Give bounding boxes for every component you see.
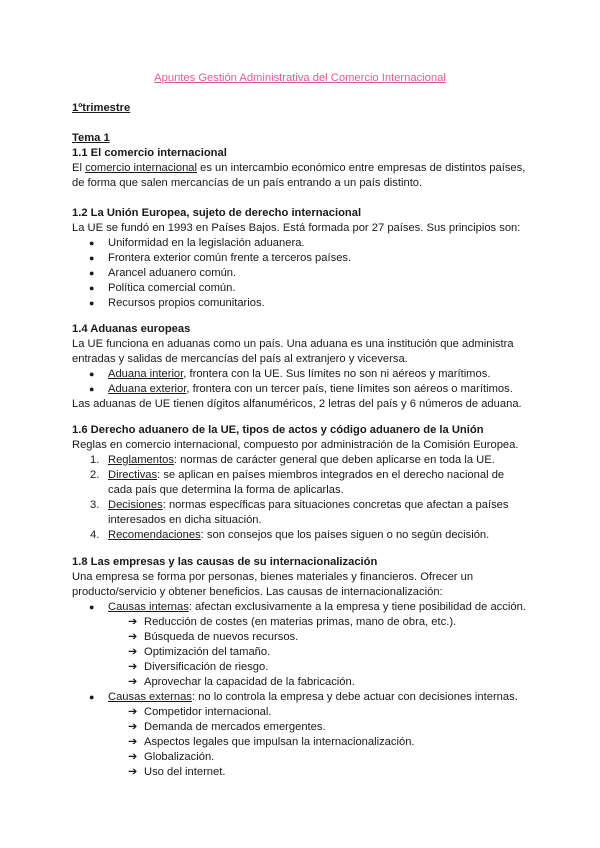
section-1-4-outro: Las aduanas de UE tienen dígitos alfanuméricos, 2 letras del país y 6 números de aduana. bbox=[72, 398, 522, 410]
list-item: ● Aduana exterior, frontera con un tercer país, tiene límites son aéreos o marítimos. bbox=[72, 382, 532, 397]
section-1-4-intro-2: entradas y salidas de mercancías del país al extranjero y viceversa. bbox=[72, 353, 408, 365]
causas-internas-list bbox=[72, 615, 532, 690]
list-item: ➔ Optimización del tamaño. bbox=[128, 646, 271, 658]
section-1-2-intro: La UE se fundó en 1993 en Países Bajos. Está formada por 27 países. Sus principios son: bbox=[72, 222, 521, 234]
section-1-8-intro-1: Una empresa se forma por personas, bienes materiales y financieros. Ofrecer un bbox=[72, 571, 474, 583]
list-item: ● Política comercial común. bbox=[72, 281, 532, 296]
causas-externas-list bbox=[72, 705, 532, 780]
list-item-causas-externas: ● Causas externas: no lo controla la empresa y debe actuar con decisiones internas. bbox=[72, 690, 532, 705]
list-item: ➔ Búsqueda de nuevos recursos. bbox=[128, 631, 299, 643]
aduanas-list bbox=[72, 367, 532, 397]
causas-list bbox=[72, 600, 532, 615]
list-item: 2. Directivas: se aplican en países miembros integrados en el derecho nacional de cada país que determina la forma de aplicarlas. bbox=[90, 469, 505, 496]
arrow-icon: ➔ bbox=[128, 616, 138, 628]
list-item: 4. Recomendaciones: son consejos que los países siguen o no según decisión. bbox=[90, 529, 490, 541]
list-item: ➔ Reducción de costes (en materias primas, mano de obra, etc.). bbox=[128, 616, 457, 628]
section-1-6-intro: Reglas en comercio internacional, compuesto por administración de la Comisión Europea. bbox=[72, 439, 519, 451]
list-item: ➔ Diversificación de riesgo. bbox=[128, 661, 269, 673]
section-1-6 bbox=[72, 423, 532, 543]
section-1-8-intro-2: producto/servicio y obtener beneficios. Las causas de internacionalización: bbox=[72, 586, 443, 598]
arrow-icon: ➔ bbox=[128, 676, 138, 688]
arrow-icon: ➔ bbox=[128, 661, 138, 673]
trimestre-heading: 1ºtrimestre bbox=[72, 102, 131, 114]
section-1-4 bbox=[72, 322, 532, 412]
list-item: ➔ Demanda de mercados emergentes. bbox=[128, 721, 326, 733]
list-item: ● Uniformidad en la legislación aduanera. bbox=[72, 236, 532, 251]
section-1-2 bbox=[72, 206, 532, 311]
section-1-8-heading: 1.8 Las empresas y las causas de su internacionalización bbox=[72, 556, 378, 568]
arrow-icon: ➔ bbox=[128, 631, 138, 643]
list-item: ➔ Aspectos legales que impulsan la internacionalización. bbox=[128, 736, 415, 748]
section-1-1-heading: 1.1 El comercio internacional bbox=[72, 147, 227, 159]
list-item: ● Recursos propios comunitarios. bbox=[72, 296, 532, 311]
arrow-icon: ➔ bbox=[128, 706, 138, 718]
section-1-1-paragraph-line2: de forma que salen mercancías de un país entrando a un país distinto. bbox=[72, 177, 423, 189]
list-item-causas-internas: ● Causas internas: afectan exclusivamente a la empresa y tiene posibilidad de acción. bbox=[72, 600, 532, 615]
principles-list bbox=[72, 236, 532, 311]
section-1-1-paragraph: El comercio internacional es un intercambio económico entre empresas de distintos países, bbox=[72, 162, 526, 174]
causas-list-2 bbox=[72, 690, 532, 705]
list-item: ● Frontera exterior común frente a terceros países. bbox=[72, 251, 532, 266]
section-1-4-heading: 1.4 Aduanas europeas bbox=[72, 323, 191, 335]
arrow-icon: ➔ bbox=[128, 751, 138, 763]
list-item: ➔ Competidor internacional. bbox=[128, 706, 272, 718]
list-item: ● Aduana interior, frontera con la UE. Sus límites no son ni aéreos y marítimos. bbox=[72, 367, 532, 382]
list-item: ➔ Globalización. bbox=[128, 751, 215, 763]
document-title: Apuntes Gestión Administrativa del Comercio Internacional bbox=[154, 72, 446, 84]
section-1-4-intro-1: La UE funciona en aduanas como un país. Una aduana es una institución que administra bbox=[72, 338, 514, 350]
arrow-icon: ➔ bbox=[128, 766, 138, 778]
arrow-icon: ➔ bbox=[128, 736, 138, 748]
actos-list bbox=[72, 453, 532, 543]
section-1-6-heading: 1.6 Derecho aduanero de la UE, tipos de actos y código aduanero de la Unión bbox=[72, 424, 484, 436]
list-item: 3. Decisiones: normas específicas para situaciones concretas que afectan a países interesados en dicha situación. bbox=[90, 499, 509, 526]
section-1-8 bbox=[72, 555, 532, 780]
list-item: ● Arancel aduanero común. bbox=[72, 266, 532, 281]
list-item: ➔ Uso del internet. bbox=[128, 766, 226, 778]
list-item: ➔ Aprovechar la capacidad de la fabricación. bbox=[128, 676, 355, 688]
tema-heading: Tema 1 bbox=[72, 132, 110, 144]
list-item: 1. Reglamentos: normas de carácter general que deben aplicarse en toda la UE. bbox=[90, 454, 495, 466]
arrow-icon: ➔ bbox=[128, 721, 138, 733]
section-1-2-heading: 1.2 La Unión Europea, sujeto de derecho internacional bbox=[72, 207, 362, 219]
arrow-icon: ➔ bbox=[128, 646, 138, 658]
term-comercio-internacional: comercio internacional bbox=[85, 162, 197, 174]
section-1-1 bbox=[72, 131, 532, 191]
